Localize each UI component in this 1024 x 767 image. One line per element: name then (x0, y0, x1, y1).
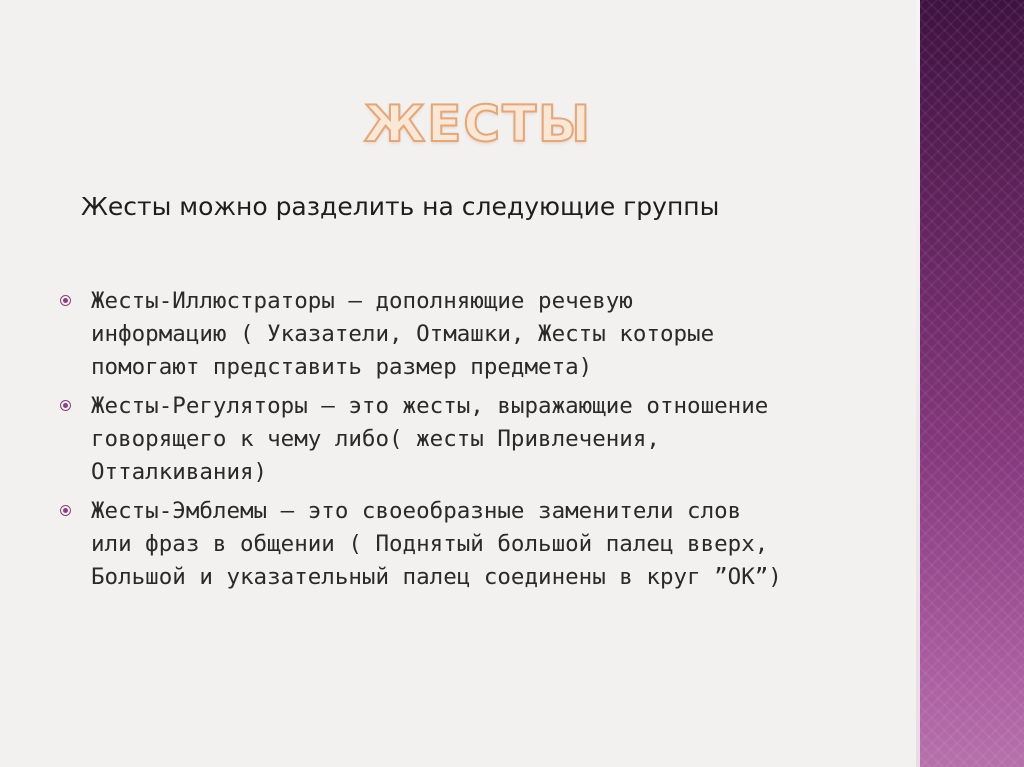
bullet-text: Жесты-Иллюстраторы – дополняющие речевую информацию ( Указатели, Отмашки, Жесты которые помогают представить размер предмета) (91, 288, 715, 380)
bullet-item-regulators (60, 390, 880, 489)
bullet-item-emblems (60, 495, 880, 594)
circled-dot-icon (60, 295, 71, 306)
bullet-text: Жесты-Эмблемы – это своеобразные заменители слов или фраз в общении ( Поднятый большой палец вверх, Большой и указательный палец соединены в круг ”ОК”) (91, 498, 782, 590)
bullet-item-illustrators (60, 285, 880, 384)
slide-title: ЖЕСТЫ (364, 95, 592, 153)
circled-dot-icon (60, 505, 71, 516)
bullet-text: Жесты-Регуляторы – это жесты, выражающие отношение говорящего к чему либо( жесты Привлечения, Отталкивания) (91, 393, 769, 485)
circled-dot-icon (60, 400, 71, 411)
slide-subtitle: Жесты можно разделить на следующие группы (81, 192, 720, 221)
bullet-list (60, 285, 880, 600)
